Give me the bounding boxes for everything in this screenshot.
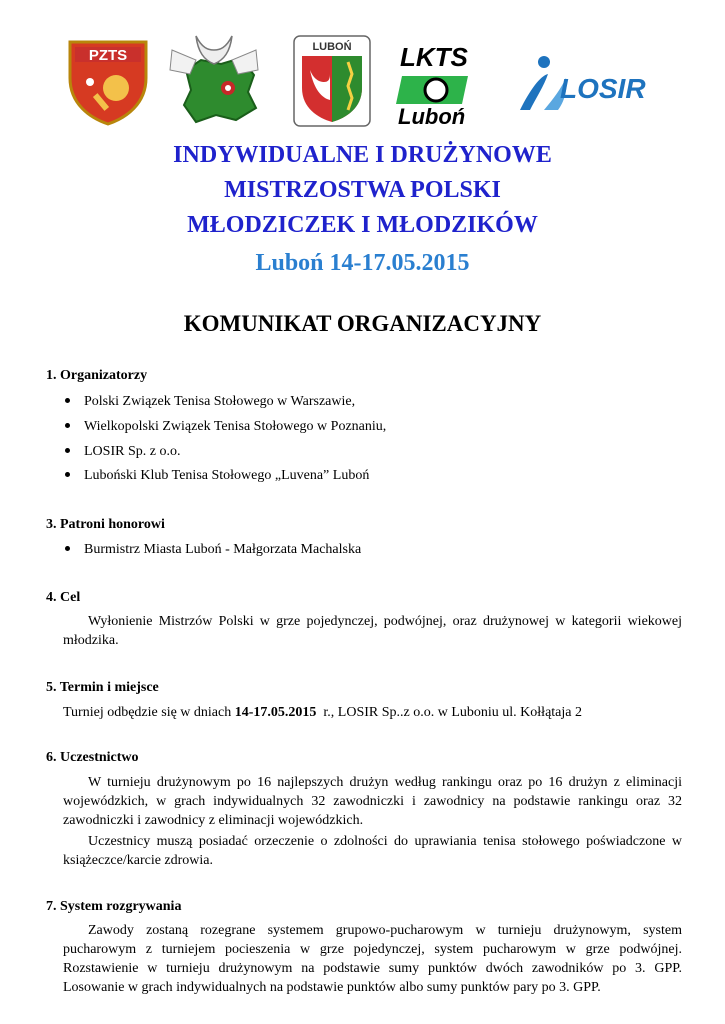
list-item-text: Luboński Klub Tenisa Stołowego „Luvena” Luboń (84, 468, 370, 483)
lubon-crest-logo (292, 34, 372, 128)
heading-system: 7. System rozgrywania (46, 899, 182, 914)
bullet-icon (65, 546, 70, 551)
termin-text-before: Turniej odbędzie się w dniach (63, 705, 235, 720)
heading-organizatorzy: 1. Organizatorzy (46, 368, 148, 383)
komunikat-heading: KOMUNIKAT ORGANIZACYJNY (183, 311, 542, 336)
logo-strip (66, 30, 656, 130)
lkts-logo-city: Luboń (398, 104, 466, 129)
uczestnictwo-paragraph-1: W turnieju drużynowym po 16 najlepszych drużyn według rankingu oraz po 16 drużyn z eliminacji wojewódzkich, w grach indywidualnych 32 zawodniczki i zawodnicy na podstawie rankingu oraz 32 zawodniczki i zawodnicy z eliminacji wojewódzkich. (63, 775, 682, 828)
bullet-icon (65, 472, 70, 477)
bullet-icon (65, 423, 70, 428)
heading-cel: 4. Cel (46, 590, 81, 605)
lkts-logo (392, 38, 496, 130)
losir-logo-text: LOSIR (560, 73, 646, 104)
pzts-logo (66, 38, 150, 126)
heading-termin: 5. Termin i miejsce (46, 680, 159, 695)
list-item (65, 419, 386, 435)
pzts-logo-text: PZTS (88, 47, 128, 64)
bullet-icon (65, 448, 70, 453)
list-item-text: Polski Związek Tenisa Stołowego w Warszawie, (84, 394, 356, 409)
title-line-3: MŁODZICZEK I MŁODZIKÓW (187, 212, 538, 238)
list-item (65, 444, 180, 460)
heading-uczestnictwo: 6. Uczestnictwo (46, 750, 139, 765)
termin-date: 14-17.05.2015 (234, 705, 317, 720)
lkts-logo-text: LKTS (400, 42, 468, 72)
termin-text-after: r., LOSIR Sp..z o.o. w Luboniu ul. Kołłątaja 2 (316, 705, 582, 720)
title-line-2: MISTRZOSTWA POLSKI (224, 177, 501, 203)
wielkopolska-logo (166, 30, 266, 130)
system-paragraph: Zawody zostaną rozegrane systemem grupowo-pucharowym w turnieju drużynowym, system pucharowym z turniejem pocieszenia w grze pojedynczej, system pucharowym w grze podwójnej. Rozstawienie w turnieju drużynowym na podstawie sumy punktów dwóch zawodników po 3. GPP. Losowanie w grach indywidualnych na podstawie punktów albo sumy punktów pary po 3. GPP. (63, 923, 682, 995)
uczestnictwo-paragraph-2: Uczestnicy muszą posiadać orzeczenie o zdolności do uprawiania tenisa stołowego poświadczone w książeczce/karcie zdrowia. (63, 834, 682, 868)
heading-patroni: 3. Patroni honorowi (46, 517, 165, 532)
termin-paragraph (63, 703, 682, 722)
list-item (65, 542, 361, 558)
title-line-1: INDYWIDUALNE I DRUŻYNOWE (173, 142, 552, 168)
list-item-text: Wielkopolski Związek Tenisa Stołowego w Poznaniu, (84, 419, 387, 434)
lubon-crest-text: LUBOŃ (312, 41, 352, 53)
losir-logo (514, 50, 656, 116)
list-item (65, 394, 355, 410)
list-item-text: LOSIR Sp. z o.o. (84, 444, 181, 459)
list-item-text: Burmistrz Miasta Luboń - Małgorzata Machalska (84, 542, 362, 557)
cel-paragraph: Wyłonienie Mistrzów Polski w grze pojedynczej, podwójnej, oraz drużynowej w kategorii wiekowej młodzika. (63, 614, 682, 648)
list-item (65, 468, 369, 484)
bullet-icon (65, 398, 70, 403)
title-date: Luboń 14-17.05.2015 (255, 250, 470, 276)
